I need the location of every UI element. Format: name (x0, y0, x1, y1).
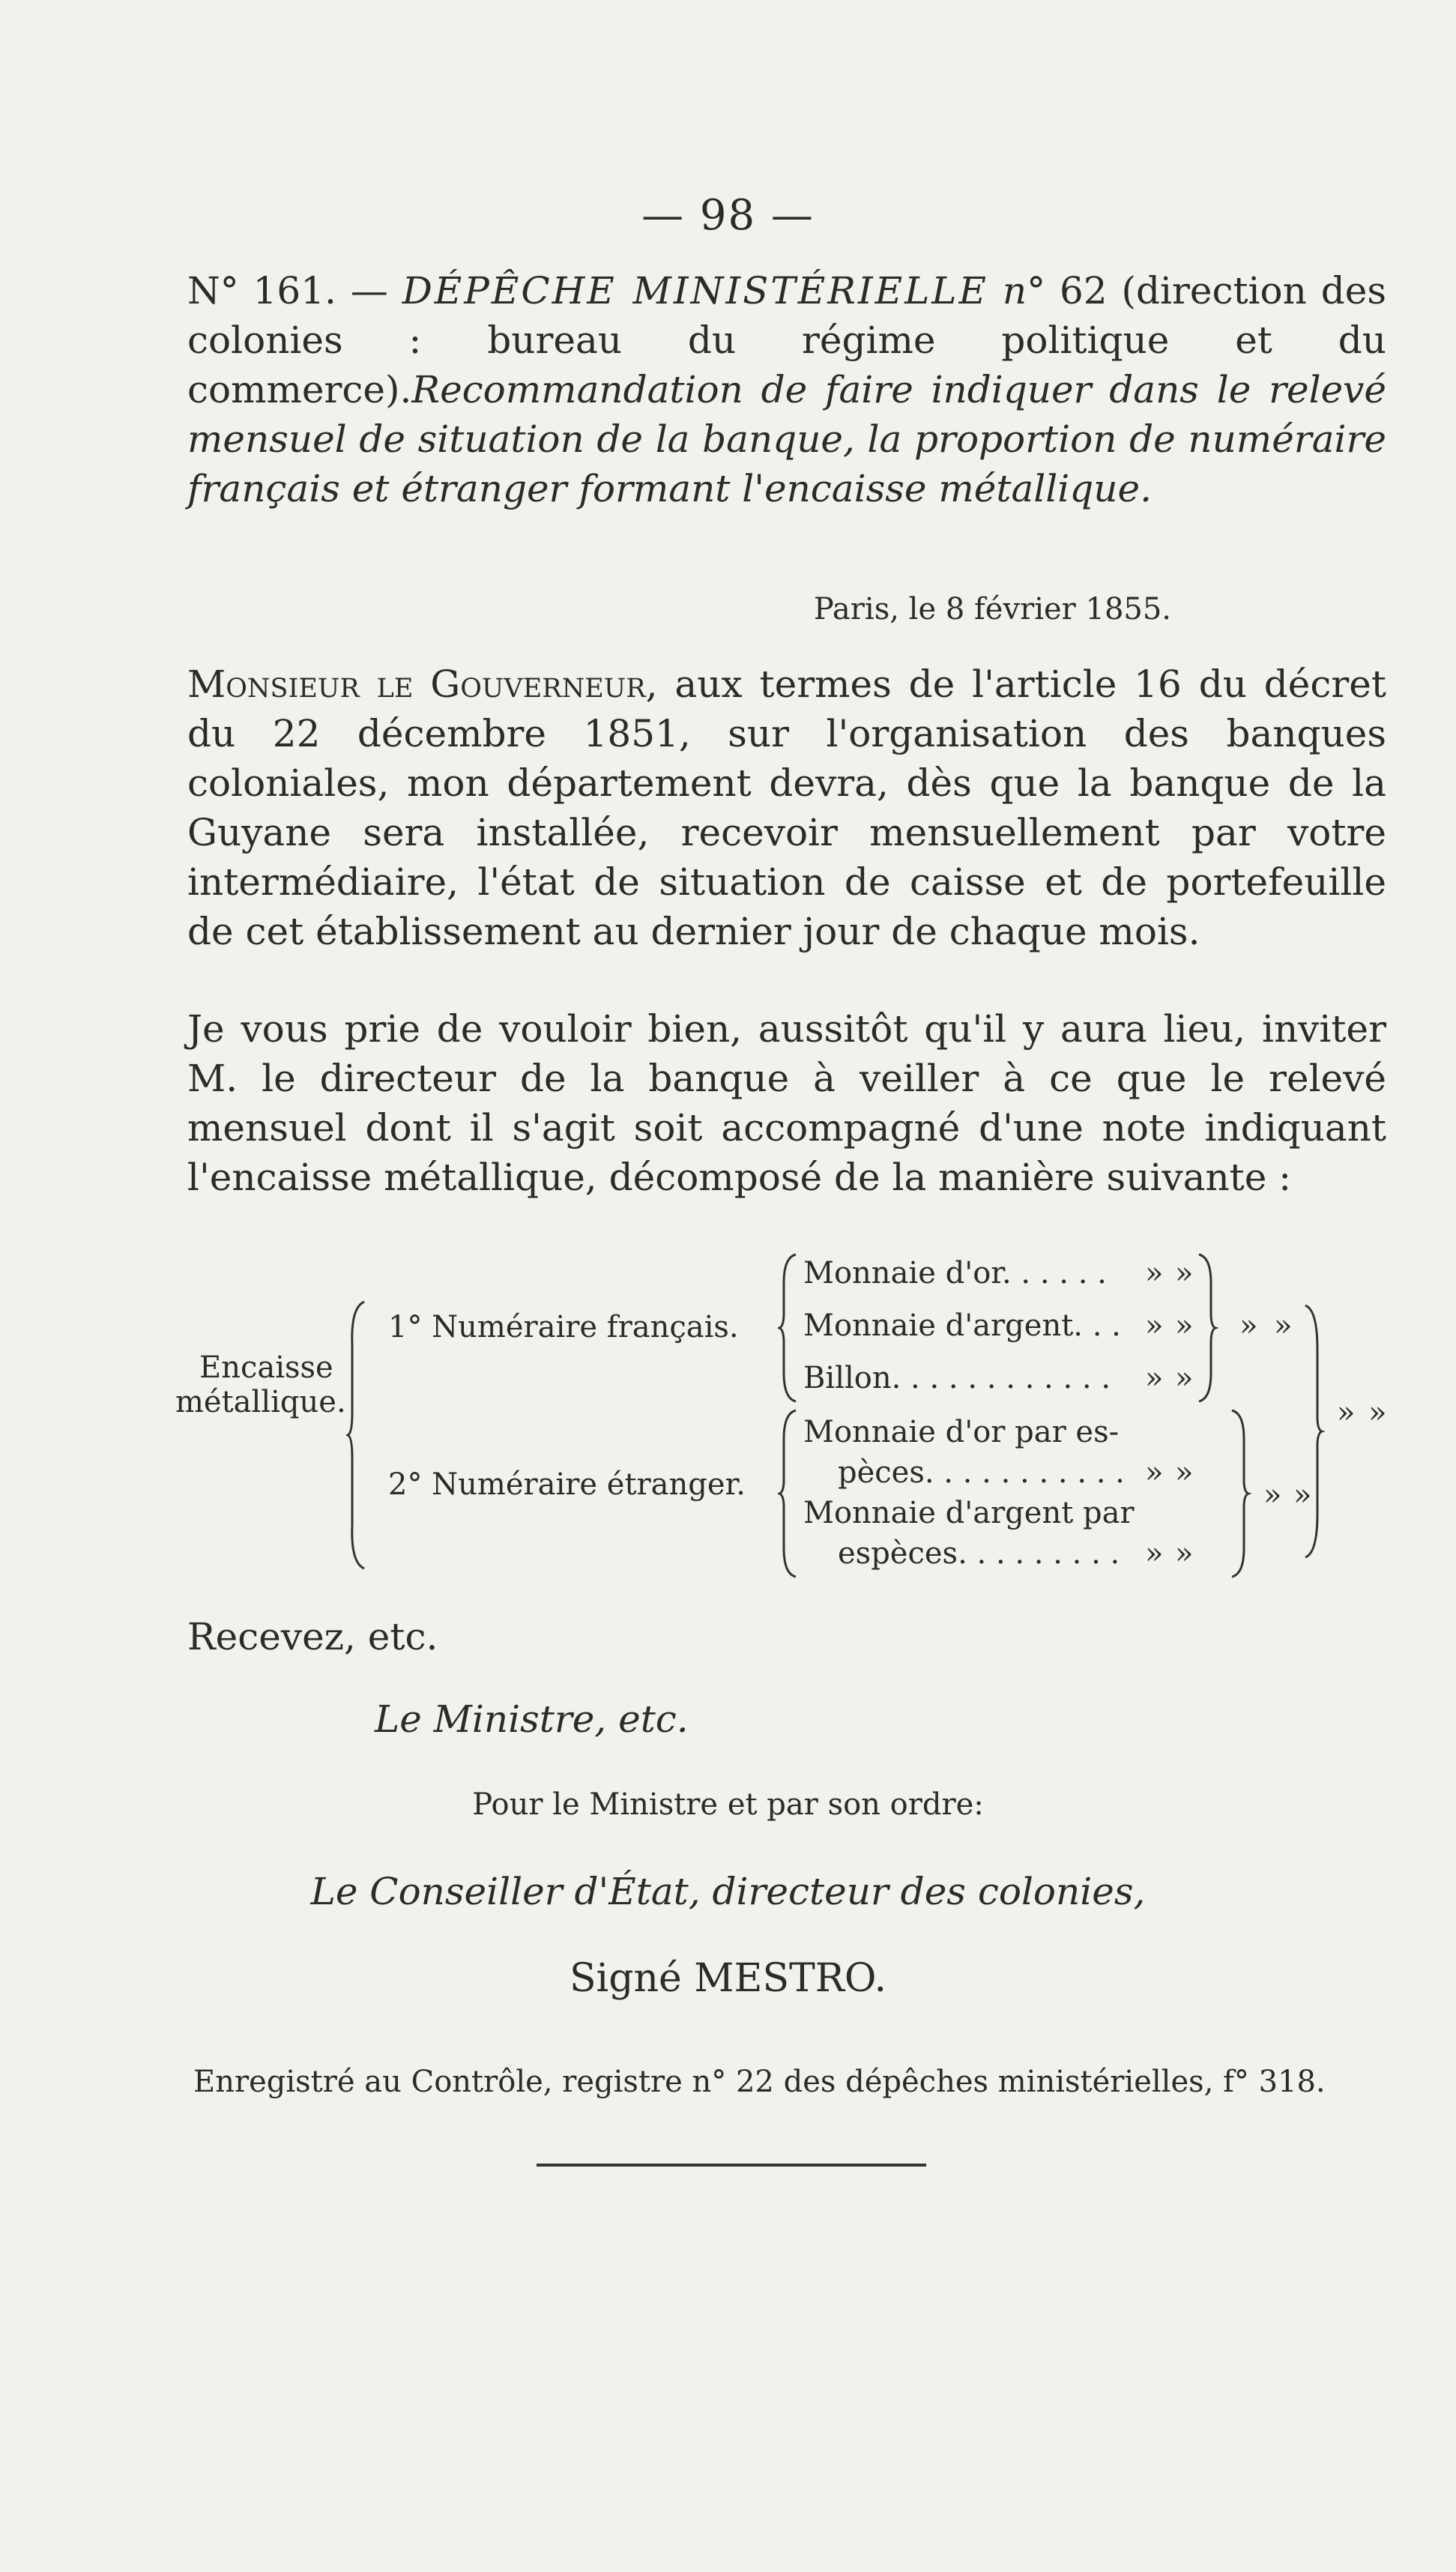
row-monnaie-argent-especes-v2: » (1175, 1536, 1194, 1571)
group1-label: 1° Numéraire français. (388, 1310, 739, 1344)
dispatch-header (187, 266, 1386, 513)
paragraph-2: Je vous prie de vouloir bien, aussitôt qu'il y aura lieu, inviter M. le directeur de la banque à veiller à ce que le relevé mensuel dont il s'agit soit accompagné d'une note indiquant l'encaisse métallique, décomposé de la manière suivante : (187, 1007, 1386, 1199)
dispatch-direction: (direction des colonies : bureau du régime politique et du commerce). (187, 269, 1386, 411)
group1-close-brace (1196, 1253, 1218, 1403)
group2-label: 2° Numéraire étranger. (388, 1467, 746, 1502)
dateline: Paris, le 8 février 1855. (813, 592, 1171, 627)
group2-sub-v1: » (1263, 1478, 1282, 1512)
row-monnaie-or-v2: » (1175, 1256, 1194, 1290)
row-monnaie-argent-especes-1: Monnaie d'argent par (803, 1496, 1135, 1530)
group2-brace (778, 1409, 800, 1578)
row-monnaie-or-especes-1: Monnaie d'or par es- (803, 1415, 1120, 1449)
row-monnaie-or-especes-2: pèces. . . . . . . . . . . (838, 1455, 1125, 1490)
encaisse-brace (346, 1300, 369, 1570)
encaisse-label-1: Encaisse (199, 1350, 333, 1385)
page-number: — 98 — (641, 191, 815, 240)
row-monnaie-argent-v2: » (1175, 1308, 1194, 1343)
row-billon-v2: » (1175, 1361, 1194, 1395)
row-monnaie-or-v1: » (1145, 1256, 1164, 1290)
paragraph-1-text: , aux termes de l'article 16 du décret du 22 décembre 1851, sur l'organisation des banques coloniales, mon département devra, dès que la banque de la Guyane sera installée, recevoir mensuellement par votre intermédiaire, l'état de situation de caisse et de portefeuille de cet établissement au dernier jour de chaque mois. (187, 662, 1386, 953)
row-billon: Billon. . . . . . . . . . . . (803, 1361, 1111, 1395)
row-billon-v1: » (1145, 1361, 1164, 1395)
group2-close-brace (1229, 1409, 1251, 1578)
total-v2: » (1368, 1395, 1387, 1430)
row-monnaie-argent-especes-v1: » (1145, 1536, 1164, 1571)
encaisse-label-2: métallique. (175, 1385, 346, 1419)
dispatch-number: N° 161. (187, 269, 336, 313)
total-brace (1302, 1304, 1325, 1559)
registration-note: Enregistré au Contrôle, registre n° 22 des dépêches ministérielles, f° 318. (193, 2065, 1326, 2099)
conseiller-line: Le Conseiller d'État, directeur des colonies, (310, 1870, 1146, 1913)
row-monnaie-or-especes-v2: » (1175, 1455, 1194, 1490)
header-dash: — (336, 269, 402, 313)
end-rule (537, 2164, 926, 2167)
by-order-line: Pour le Ministre et par son ordre: (472, 1787, 984, 1822)
group1-sub-v1: » (1239, 1308, 1258, 1343)
salutation: Monsieur le Gouverneur (187, 662, 646, 706)
minister-signature: Le Ministre, etc. (375, 1697, 689, 1741)
row-monnaie-argent-v1: » (1145, 1308, 1164, 1343)
dispatch-num-word: n° (988, 269, 1060, 313)
group1-brace (778, 1253, 800, 1403)
closing-formula: Recevez, etc. (187, 1615, 438, 1658)
signed-line: Signé MESTRO. (569, 1956, 887, 2001)
paragraph-1 (187, 659, 1386, 956)
total-v1: » (1337, 1395, 1356, 1430)
group2-sub-v2: » (1293, 1478, 1312, 1512)
dispatch-num: 62 (1059, 269, 1108, 313)
dispatch-title: DÉPÊCHE MINISTÉRIELLE (402, 269, 989, 313)
row-monnaie-or: Monnaie d'or. . . . . . (803, 1256, 1107, 1290)
row-monnaie-argent-especes-2: espèces. . . . . . . . . (838, 1536, 1120, 1571)
dispatch-summary: Recommandation de faire indiquer dans le relevé mensuel de situation de la banque, la proportion de numéraire français et étranger formant l'encaisse métallique. (187, 368, 1386, 510)
row-monnaie-argent: Monnaie d'argent. . . (803, 1308, 1121, 1343)
row-monnaie-or-especes-v1: » (1145, 1455, 1164, 1490)
group1-sub-v2: » (1274, 1308, 1293, 1343)
